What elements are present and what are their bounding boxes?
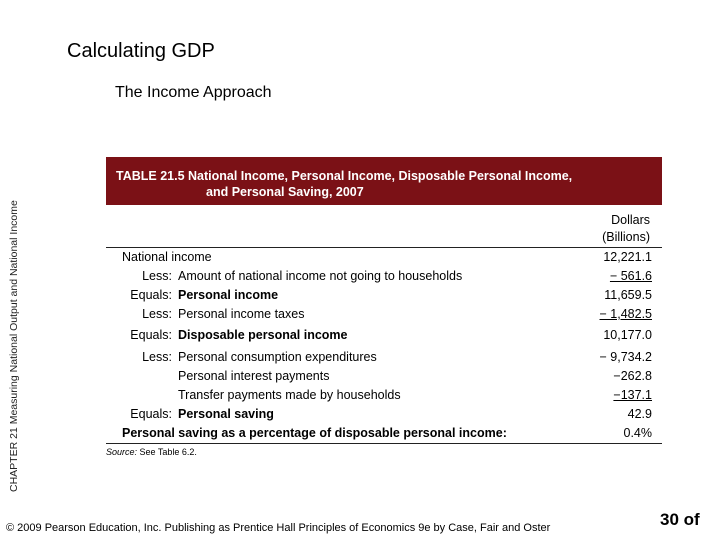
row-value: 0.4%	[623, 426, 652, 440]
row-value: −137.1	[613, 388, 652, 402]
table-source-note	[106, 447, 197, 457]
table-row	[106, 426, 662, 444]
row-prefix: Less:	[142, 307, 172, 321]
row-value: 11,659.5	[604, 288, 652, 302]
row-label: Amount of national income not going to households	[178, 269, 463, 283]
chapter-number: CHAPTER 21	[8, 427, 20, 492]
row-value: − 561.6	[609, 269, 652, 283]
table-row	[106, 328, 662, 346]
row-prefix: Equals:	[130, 407, 172, 421]
table-row	[106, 350, 662, 368]
chapter-title: Measuring National Output and National Income	[8, 200, 20, 425]
table-row	[106, 250, 662, 268]
slide-subtitle: The Income Approach	[115, 84, 272, 101]
side-chapter-label	[8, 132, 20, 492]
footer-copyright: © 2009 Pearson Education, Inc. Publishing as Prentice Hall Principles of Economics 9e by Case, Fair and Oster	[6, 522, 551, 534]
table-bottom-rule	[106, 443, 662, 444]
row-prefix: Less:	[142, 350, 172, 364]
row-value: −262.8	[613, 369, 652, 383]
slide-title: Calculating GDP	[67, 40, 215, 62]
row-label: Personal saving	[178, 407, 274, 421]
row-label: Transfer payments made by households	[178, 388, 401, 402]
row-value: − 1,482.5	[599, 307, 652, 321]
table-title-banner	[106, 157, 662, 205]
table-row	[106, 388, 662, 406]
column-header	[560, 212, 650, 246]
column-header-line2: (Billions)	[602, 230, 650, 244]
table-title-line1: TABLE 21.5 National Income, Personal Income, Disposable Personal Income,	[116, 169, 573, 183]
row-value: 12,221.1	[603, 250, 652, 264]
row-label: Disposable personal income	[178, 328, 348, 342]
table-row	[106, 269, 662, 287]
row-value: 10,177.0	[603, 328, 652, 342]
row-prefix: Equals:	[130, 328, 172, 342]
table-row	[106, 369, 662, 387]
table-row	[106, 407, 662, 425]
row-value: − 9,734.2	[599, 350, 652, 364]
row-label: Personal income	[178, 288, 279, 302]
table-row	[106, 288, 662, 306]
table-title-line2: and Personal Saving, 2007	[206, 185, 364, 199]
column-header-line1: Dollars	[611, 213, 650, 227]
row-label: National income	[122, 250, 212, 264]
table-row	[106, 307, 662, 325]
row-label: Personal saving as a percentage of disposable personal income:	[122, 426, 507, 440]
row-label: Personal consumption expenditures	[178, 350, 377, 364]
table-top-rule	[106, 247, 662, 248]
row-label: Personal interest payments	[178, 369, 330, 383]
row-prefix: Less:	[142, 269, 172, 283]
source-label: Source:	[106, 447, 138, 457]
page-number: 30 of	[660, 510, 700, 529]
row-label: Personal income taxes	[178, 307, 305, 321]
row-value: 42.9	[627, 407, 652, 421]
row-prefix: Equals:	[130, 288, 172, 302]
source-text: See Table 6.2.	[139, 447, 197, 457]
